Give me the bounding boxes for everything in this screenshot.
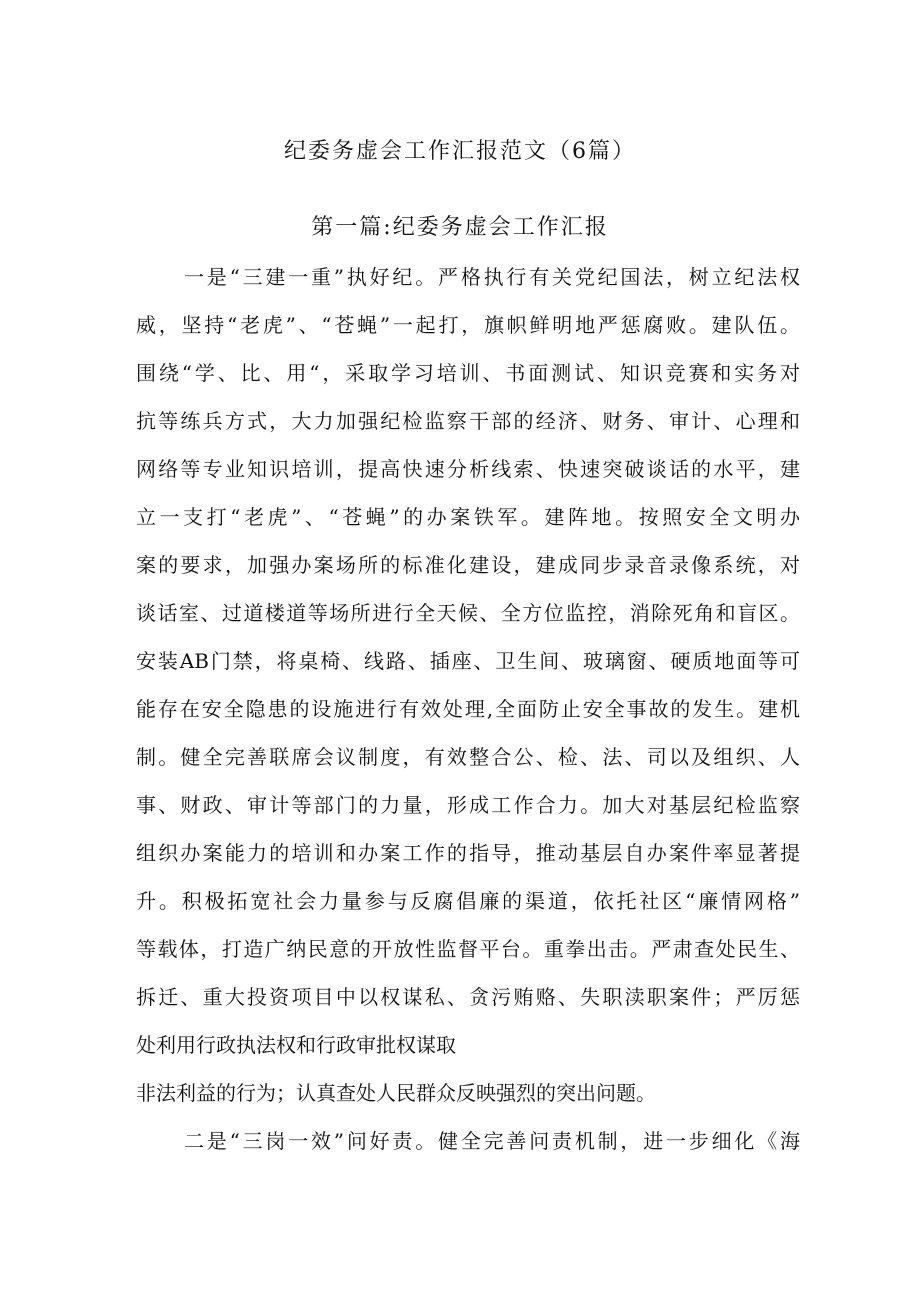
paragraph-line: 案的要求，加强办案场所的标准化建设，建成同步录音录像系统，对 bbox=[136, 553, 800, 577]
paragraph-line: 围绕“学、比、用“，采取学习培训、书面测试、知识竞赛和实务对 bbox=[136, 361, 800, 385]
paragraph-line: 非法利益的行为；认真查处人民群众反映强烈的突出问题。 bbox=[136, 1081, 656, 1105]
paragraph-line: 事、财政、审计等部门的力量，形成工作合力。加大对基层纪检监察 bbox=[136, 793, 800, 817]
paragraph-line: 抗等练兵方式，大力加强纪检监察干部的经济、财务、审计、心理和 bbox=[136, 409, 800, 433]
paragraph-line: 制。健全完善联席会议制度，有效整合公、检、法、司以及组织、人 bbox=[136, 745, 800, 769]
paragraph-line: 处利用行政执法权和行政审批权谋取 bbox=[136, 1033, 456, 1057]
paragraph-line: 二是“三岗一效”问好责。健全完善问责机制，进一步细化《海 bbox=[184, 1129, 800, 1153]
paragraph-line: 一是“三建一重”执好纪。严格执行有关党纪国法，树立纪法权 bbox=[184, 265, 800, 289]
section-heading: 第一篇:纪委务虚会工作汇报 bbox=[311, 215, 609, 240]
paragraph-line: 组织办案能力的培训和办案工作的指导，推动基层自办案件率显著提 bbox=[136, 841, 800, 865]
paragraph-line: 升。积极拓宽社会力量参与反腐倡廉的渠道，依托社区“廉情网格” bbox=[136, 889, 800, 913]
paragraph-line: 谈话室、过道楼道等场所进行全天候、全方位监控，消除死角和盲区。 bbox=[136, 601, 800, 625]
paragraph-line: 能存在安全隐患的设施进行有效处理,全面防止安全事故的发生。建机 bbox=[136, 697, 800, 721]
paragraph-line: 网络等专业知识培训，提高快速分析线索、快速突破谈话的水平，建 bbox=[136, 457, 800, 481]
paragraph-line: 立一支打“老虎”、“苍蝇”的办案铁军。建阵地。按照安全文明办 bbox=[136, 505, 800, 529]
paragraph-line: 拆迁、重大投资项目中以权谋私、贪污贿赂、失职渎职案件；严厉惩 bbox=[136, 985, 800, 1009]
paragraph-line: 威，坚持“老虎”、“苍蝇”一起打，旗帜鲜明地严惩腐败。建队伍。 bbox=[136, 313, 800, 337]
paragraph-line: 安装AB门禁，将桌椅、线路、插座、卫生间、玻璃窗、硬质地面等可 bbox=[136, 649, 800, 673]
paragraph-line: 等载体，打造广纳民意的开放性监督平台。重拳出击。严肃查处民生、 bbox=[136, 937, 800, 961]
document-title: 纪委务虚会工作汇报范文（6篇） bbox=[284, 139, 636, 164]
